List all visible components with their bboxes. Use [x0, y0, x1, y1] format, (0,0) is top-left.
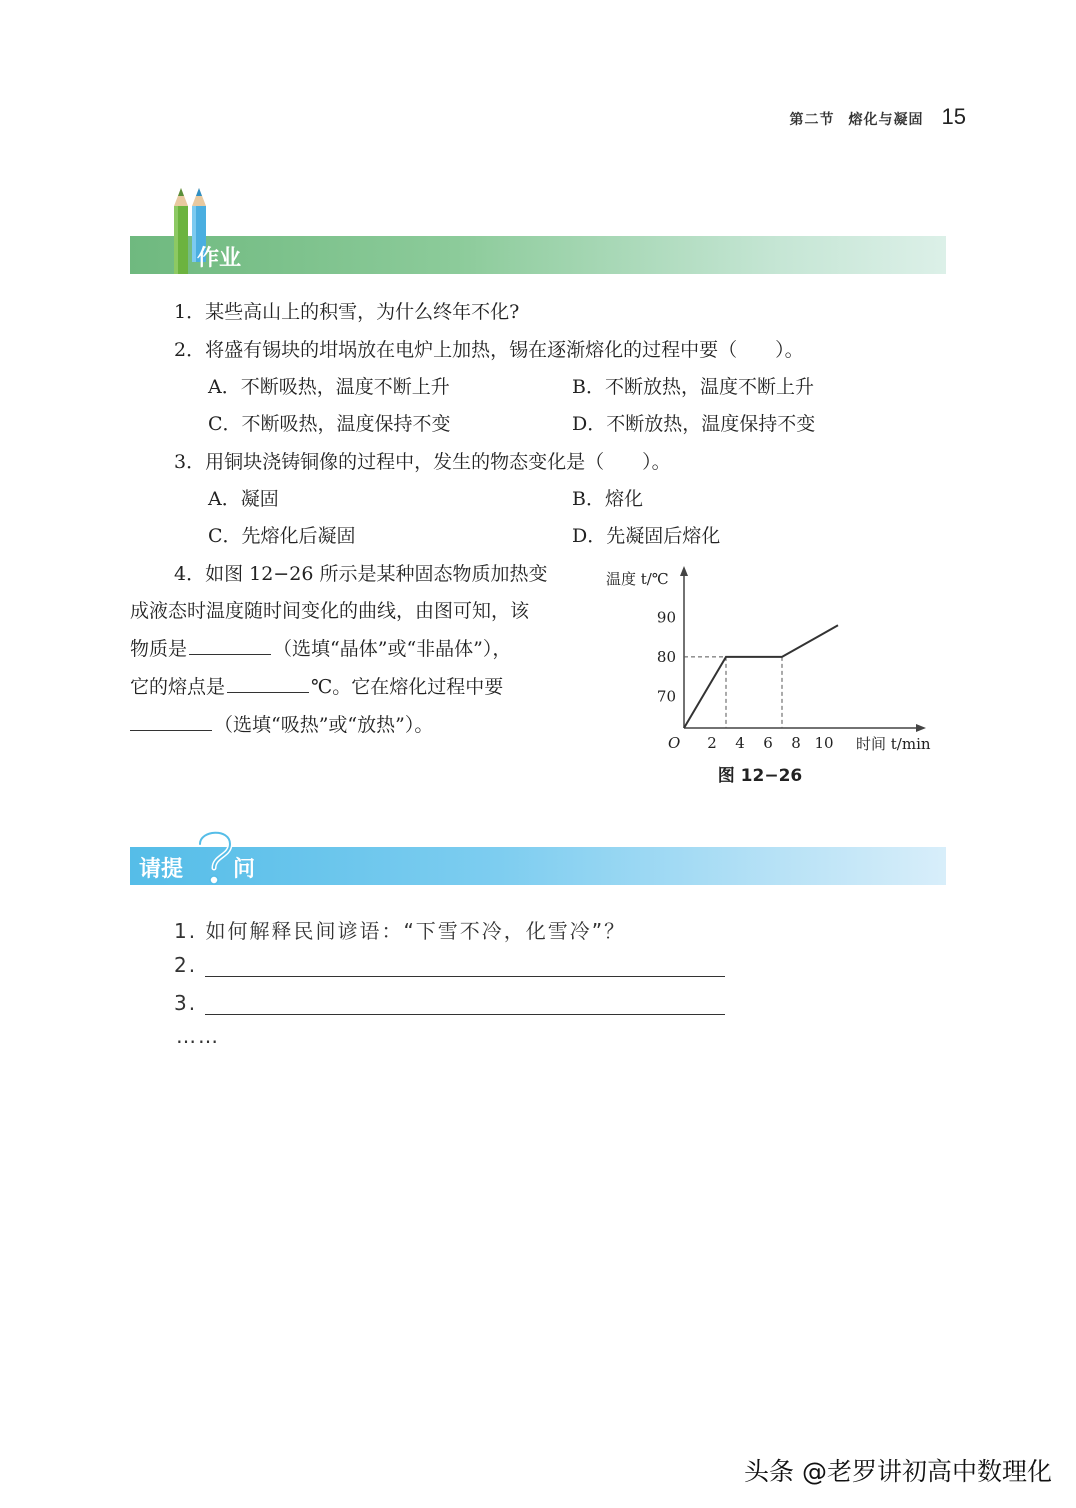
ask-question-3: [174, 991, 725, 1015]
x-tick-label: 2: [707, 734, 717, 752]
origin-label: O: [668, 734, 681, 752]
q4-line-4-post: ℃。它在熔化过程中要: [311, 676, 504, 698]
section-title: 熔化与凝固: [848, 112, 924, 128]
section-label: 第二节: [789, 112, 835, 128]
y-tick-label: 70: [656, 687, 676, 706]
question-mark-icon: [192, 826, 236, 890]
ask-question-3-label: 3.: [174, 991, 198, 1015]
homework-banner: [130, 236, 946, 274]
q3-option-d: D．先凝固后熔化: [572, 525, 721, 547]
q2-option-a: A．不断吸热，温度不断上升: [208, 376, 450, 398]
x-tick-label: 8: [791, 734, 801, 752]
q4-line-5: [130, 712, 433, 737]
q3-option-a: A．凝固: [208, 488, 279, 510]
running-header: [790, 104, 966, 130]
x-axis-label: 时间 t/min: [856, 735, 931, 753]
watermark: 头条 @老罗讲初高中数理化: [744, 1457, 1052, 1486]
q4-line-4: [130, 674, 503, 699]
ask-answer-line[interactable]: [205, 994, 725, 1015]
q4-line-5-post: （选填“吸热”或“放热”）。: [214, 714, 434, 736]
q4-line-2: 成液态时温度随时间变化的曲线，由图可知，该: [130, 600, 530, 622]
q2-option-c: C．不断吸热，温度保持不变: [208, 413, 451, 435]
ask-question-2-label: 2.: [174, 953, 198, 977]
section-heading: [790, 109, 924, 129]
temperature-curve: [684, 625, 838, 728]
y-tick-label: 80: [656, 647, 676, 666]
ask-question-2: [174, 953, 725, 977]
figure-caption: 图 12−26: [717, 766, 803, 786]
q3-option-b: B．熔化: [572, 488, 643, 510]
ask-question-1: 1. 如何解释民间谚语：“下雪不冷，化雪冷”？: [174, 919, 627, 943]
question-1: 1．某些高山上的积雪，为什么终年不化?: [174, 301, 520, 323]
x-tick-label: 10: [814, 734, 834, 752]
q4-line-3-pre: 物质是: [130, 638, 188, 660]
question-3: 3．用铜块浇铸铜像的过程中，发生的物态变化是（ ）。: [174, 451, 671, 473]
ellipsis: ……: [176, 1024, 220, 1048]
answer-blank[interactable]: [189, 636, 271, 655]
y-axis-arrow: [680, 566, 688, 576]
homework-title: 作业: [197, 246, 242, 271]
y-axis-label: 温度 t/℃: [606, 570, 669, 588]
q4-line-1: 4．如图 12−26 所示是某种固态物质加热变: [174, 563, 548, 585]
q4-line-4-pre: 它的熔点是: [130, 676, 226, 698]
q3-option-c: C．先熔化后凝固: [208, 525, 356, 547]
q2-option-b: B．不断放热，温度不断上升: [572, 376, 814, 398]
answer-blank[interactable]: [130, 712, 212, 731]
q4-line-3: [130, 636, 511, 661]
answer-blank[interactable]: [227, 674, 309, 693]
question-2: 2．将盛有锡块的坩埚放在电炉上加热，锡在逐渐熔化的过程中要（ ）。: [174, 339, 804, 361]
y-tick-label: 90: [656, 608, 676, 627]
ask-title-part1: 请提: [139, 857, 184, 882]
q4-line-3-post: （选填“晶体”或“非晶体”），: [273, 638, 512, 660]
q2-option-d: D．不断放热，温度保持不变: [572, 413, 816, 435]
x-axis-arrow: [916, 724, 926, 732]
x-tick-label: 4: [735, 734, 745, 752]
ask-title-part2: 问: [233, 857, 256, 882]
x-tick-label: 6: [763, 734, 773, 752]
temperature-time-chart: [598, 560, 948, 756]
ask-answer-line[interactable]: [205, 956, 725, 977]
page-number: 15: [941, 104, 966, 129]
